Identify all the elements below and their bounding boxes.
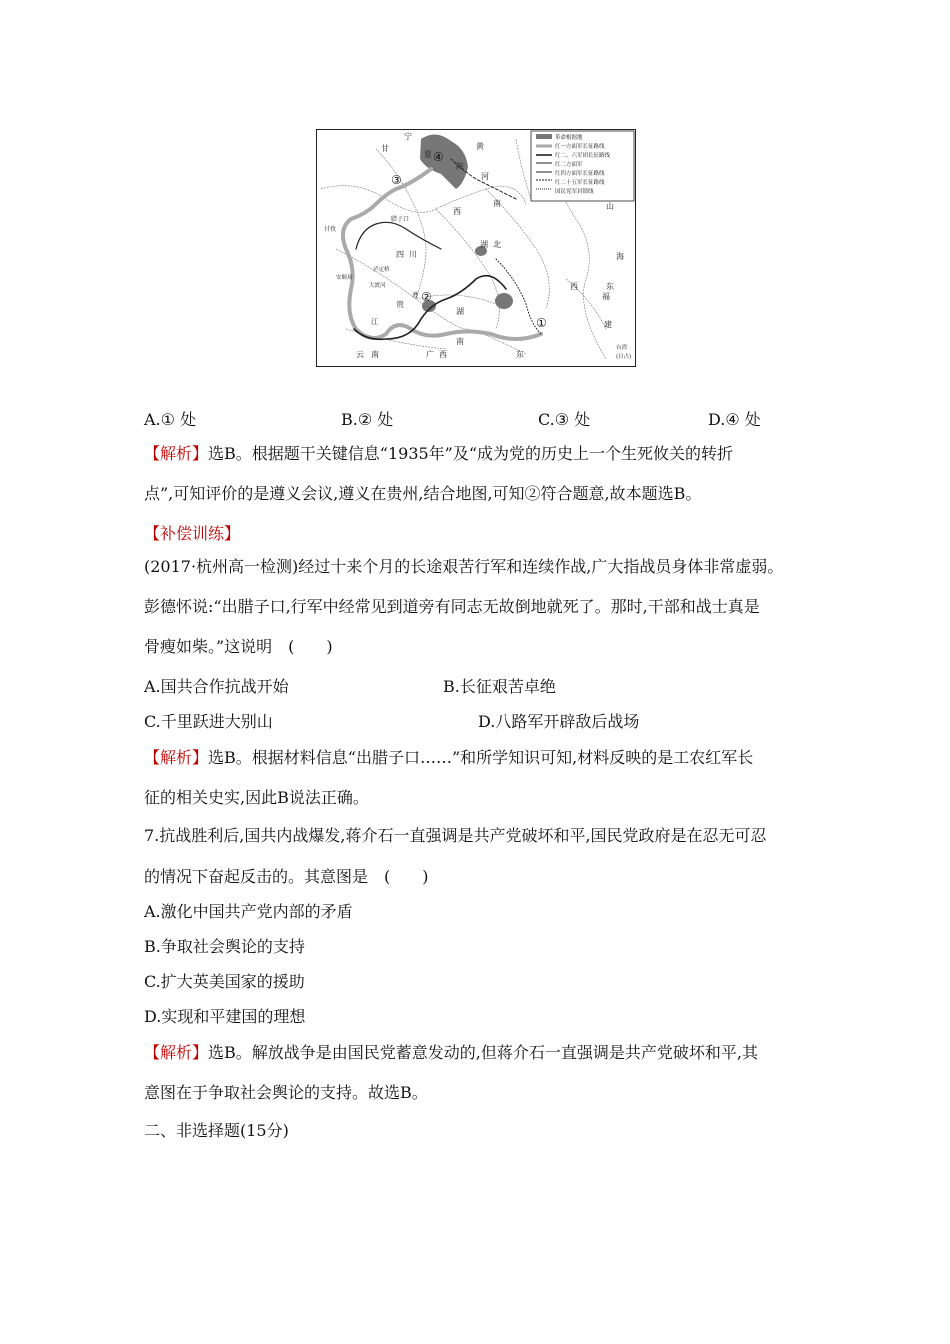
q7-option-b: B.争取社会舆论的支持 (144, 937, 305, 956)
supplement-tag: 【补偿训练】 (144, 524, 241, 543)
analysis-1-line-2: 点”,可知评价的是遵义会议,遵义在贵州,结合地图,可知②符合题意,故本题选B。 (144, 484, 702, 503)
marker-1: ① (536, 316, 547, 330)
map-label: 四 (396, 250, 404, 259)
map-label: 山 (606, 202, 614, 211)
map-label: 南 (493, 199, 501, 208)
q7-line-2: 的情况下奋起反击的。其意图是 ( ) (144, 867, 429, 886)
supp-option-d: D.八路军开辟敌后战场 (478, 712, 640, 731)
map-label: 黄 (476, 142, 484, 151)
map-label: 安顺场 (336, 275, 353, 281)
legend-item: 红二十五军长征路线 (555, 180, 605, 186)
map-label: 川 (409, 250, 417, 259)
marker-4: ④ (433, 150, 444, 164)
map-label: 宁 (404, 132, 412, 141)
section-heading: 二、非选择题(15分) (144, 1121, 289, 1140)
supp-option-a: A.国共合作抗战开始 (144, 677, 289, 696)
supp-option-c: C.千里跃进大别山 (144, 712, 273, 731)
map-label: 西 (439, 350, 447, 359)
legend-item: 红四方面军长征路线 (555, 171, 605, 177)
legend-item: 红二方面军 (555, 162, 583, 168)
legend-item: 革命根据地 (555, 135, 583, 141)
analysis-2-line-2: 征的相关史实,因此B说法正确。 (144, 788, 369, 807)
analysis-3-line-2: 意图在于争取社会舆论的支持。故选B。 (144, 1083, 428, 1102)
q7-option-d: D.实现和平建国的理想 (144, 1007, 306, 1026)
option-c: C.③ 处 (538, 410, 591, 429)
long-march-map (316, 129, 636, 367)
map-legend (531, 131, 634, 201)
map-label: 甘孜 (324, 226, 337, 233)
map-label: 湖 (456, 307, 464, 316)
q7-line-1: 7.抗战胜利后,国共内战爆发,蒋介石一直强调是共产党破坏和平,国民党政府是在忍无可忍 (144, 826, 767, 845)
map-label: 西 (453, 207, 461, 216)
map-label: 湖 (480, 240, 488, 249)
map-label: 东 (606, 282, 614, 291)
legend-item: 红一方面军长征路线 (555, 144, 605, 150)
legend-item: 红二、六军团长征路线 (555, 153, 611, 159)
map-label: 江 (371, 318, 378, 326)
map-label: 福 (602, 292, 610, 301)
analysis-1-line-1 (144, 443, 733, 465)
q7-option-a: A.激化中国共产党内部的矛盾 (144, 902, 353, 921)
map-label: 夏 (424, 150, 432, 159)
map-label: 甘 (381, 144, 389, 153)
analysis-tag: 【解析】 (144, 444, 209, 463)
map-label: 东 (516, 350, 524, 359)
map-label: 云 (356, 350, 364, 359)
map-label: 西 (570, 282, 578, 291)
option-b: B.② 处 (341, 410, 394, 429)
analysis-2-line-1 (144, 747, 753, 769)
map-label: 北 (493, 240, 501, 249)
map-label: 海 (616, 252, 624, 261)
map-label: 陕 (456, 162, 464, 171)
map-label: 建 (604, 320, 612, 329)
analysis-3-line-1 (144, 1042, 758, 1064)
map-label: 遵 (412, 292, 419, 299)
map-label: 大渡河 (369, 283, 386, 289)
supp-option-b: B.长征艰苦卓绝 (443, 677, 556, 696)
map-label: 泸定桥 (373, 267, 390, 273)
map-label: (日占) (616, 354, 632, 360)
map-label: 台湾 (616, 345, 628, 351)
supp-question-line-2: 彭德怀说:“出腊子口,行军中经常见到道旁有同志无故倒地就死了。那时,干部和战士真是 (144, 597, 760, 616)
analysis-tag: 【解析】 (144, 748, 209, 767)
option-d: D.④ 处 (708, 410, 761, 429)
option-a: A.① 处 (144, 410, 197, 429)
supp-question-line-1: (2017·杭州高一检测)经过十来个月的长途艰苦行军和连续作战,广大指战员身体非常虚弱。 (144, 557, 784, 576)
analysis-text: 选B。根据题干关键信息“1935年”及“成为党的历史上一个生死攸关的转折 (208, 444, 734, 463)
marker-3: ③ (391, 173, 402, 187)
map-label: 南 (456, 337, 464, 346)
q7-option-c: C.扩大英美国家的援助 (144, 972, 305, 991)
map-label: 南 (371, 350, 379, 359)
map-label: 贵 (396, 300, 404, 309)
map-label: 河 (481, 172, 489, 181)
map-label: 广 (426, 350, 434, 359)
analysis-text: 选B。根据材料信息“出腊子口……”和所学知识可知,材料反映的是工农红军长 (208, 748, 754, 767)
marker-2: ② (421, 290, 432, 304)
analysis-text: 选B。解放战争是由国民党蓄意发动的,但蒋介石一直强调是共产党破坏和平,其 (208, 1043, 758, 1062)
map-label: 腊子口 (391, 216, 410, 223)
supp-question-line-3: 骨瘦如柴。”这说明 ( ) (144, 637, 333, 656)
legend-item: 国民党军封锁线 (555, 189, 594, 195)
analysis-tag: 【解析】 (144, 1043, 209, 1062)
